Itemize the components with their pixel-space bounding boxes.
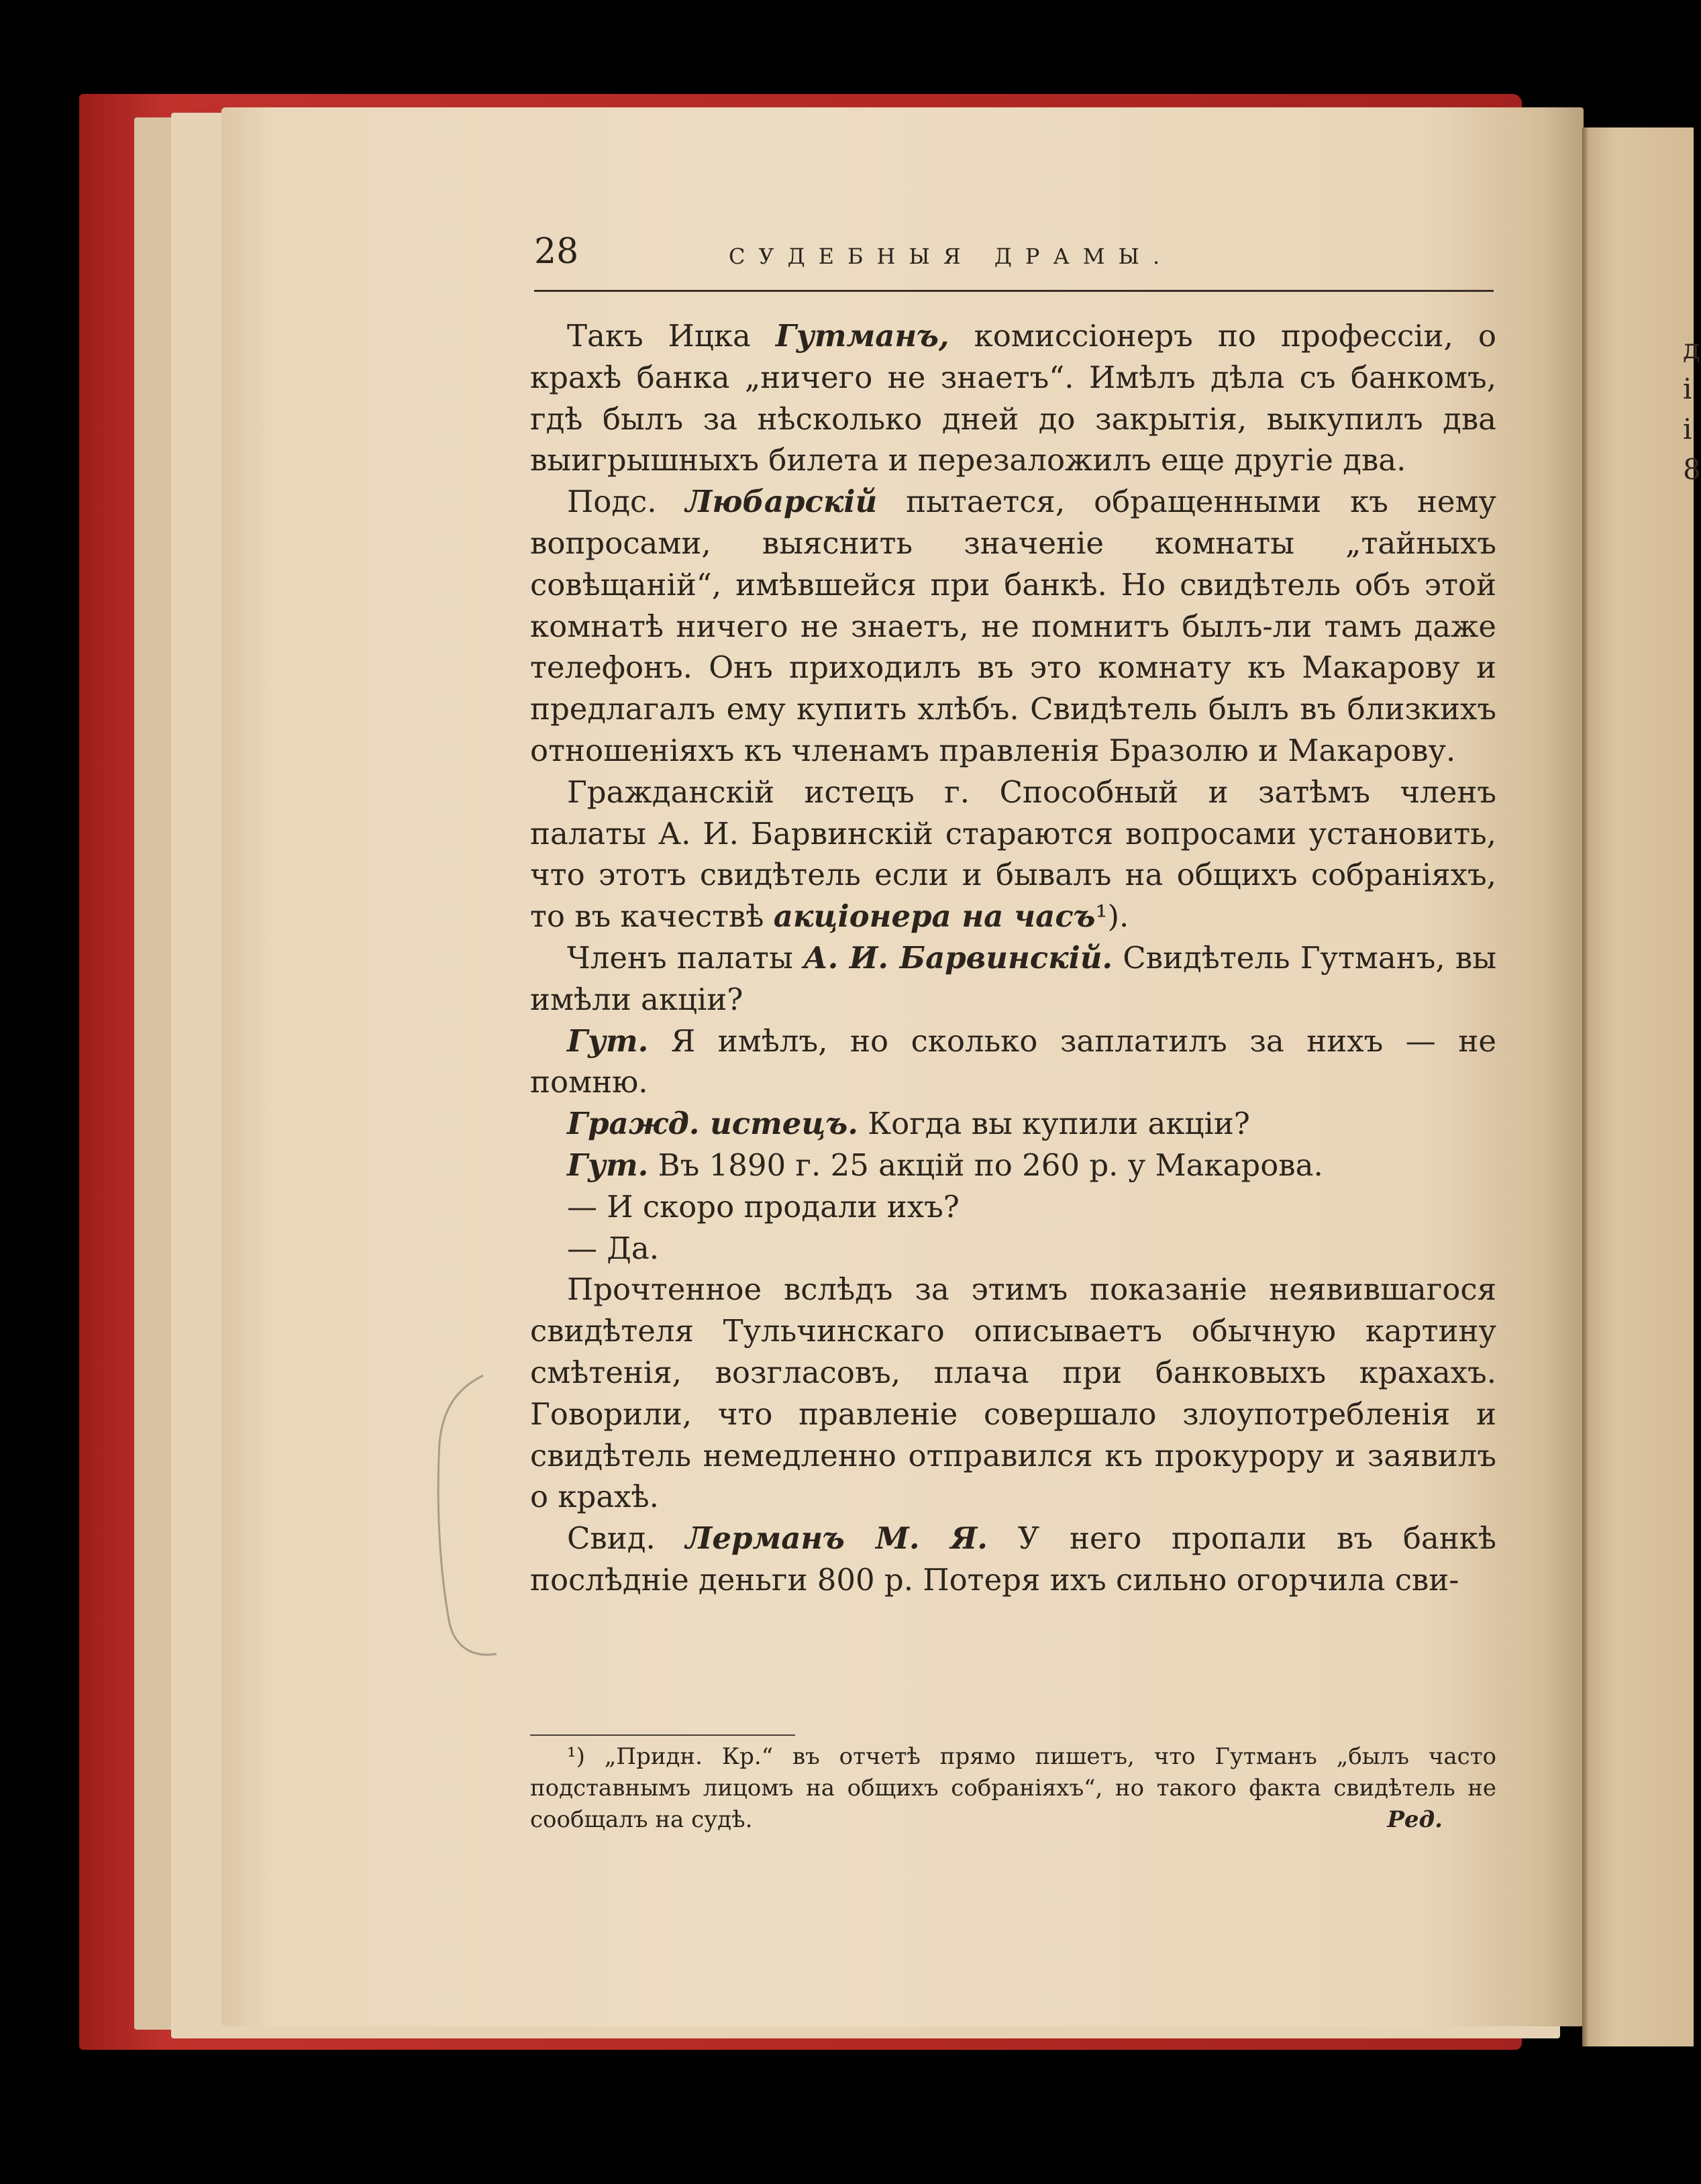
text-run: комиссіонеръ по профессіи, о крахѣ банка „ничего не знаетъ“. Имѣлъ дѣла съ банкомъ, гдѣ былъ за нѣсколько дней до закрытія, выкупилъ два выигрышныхъ билета и перезаложилъ еще другіе два. <box>530 318 1496 478</box>
text-run: — Да. <box>567 1230 660 1266</box>
paragraph <box>530 481 1496 772</box>
footnote-signature: Ред. <box>1387 1806 1443 1833</box>
italic-run: Лерманъ М. Я. <box>685 1520 988 1557</box>
paragraph <box>530 1269 1496 1518</box>
text-run: Гражданскій истецъ г. Способный и затѣмъ членъ палаты А. И. Барвинскій стараются вопросами установить, что этотъ свидѣтель если и бывалъ на общихъ собраніяхъ, то въ качествѣ <box>530 774 1496 935</box>
italic-run: Гут. <box>567 1023 649 1059</box>
paragraph <box>530 937 1496 1021</box>
footnote-rule <box>530 1734 795 1736</box>
running-title: СУДЕБНЫЯ ДРАМЫ. <box>729 244 1174 269</box>
pencil-margin-mark <box>403 1369 503 1664</box>
text-run: — И скоро продали ихъ? <box>567 1188 960 1225</box>
facing-page-edge <box>1582 127 1701 2046</box>
page-header <box>534 231 1494 292</box>
page-number: 28 <box>534 231 579 272</box>
facing-page-fragment: і <box>1683 413 1692 446</box>
text-run: Въ 1890 г. 25 акцій по 260 р. у Макарова. <box>648 1147 1323 1183</box>
italic-run: Гут. <box>567 1147 649 1183</box>
paragraph <box>530 1021 1496 1104</box>
facing-page-fragment: д <box>1683 332 1700 365</box>
paragraph <box>530 1518 1496 1601</box>
footnote-text: ¹) „Придн. Кр.“ въ отчетѣ прямо пишетъ, что Гутманъ „былъ часто подставнымъ лицомъ на общихъ собраніяхъ“, но такого факта свидѣтель не сообщалъ на судѣ. <box>530 1743 1496 1833</box>
paragraph <box>530 1103 1496 1145</box>
italic-run: Гутманъ, <box>775 318 949 354</box>
italic-run: акціонера на часъ <box>773 898 1096 935</box>
text-run: пытается, обращенными къ нему вопросами, выяснить значеніе комнаты „тайныхъ совѣщаній“, имѣвшейся при банкѣ. Но свидѣтель объ этой комнатѣ ничего не знаетъ, не помнитъ былъ-ли тамъ даже телефонъ. Онъ приходилъ въ это комнату къ Макарову и предлагалъ ему купить хлѣбъ. Свидѣтель былъ въ близкихъ отношеніяхъ къ членамъ правленія Бразолю и Макарову. <box>530 484 1496 768</box>
facing-page-fragment: 8 <box>1683 453 1701 486</box>
italic-run: Любарскій <box>685 484 878 520</box>
text-run: Свид. <box>567 1520 686 1557</box>
text-run: Свидѣтель Гутманъ, вы имѣли акціи? <box>530 939 1497 1017</box>
text-run: Я имѣлъ, но сколько заплатилъ за нихъ — не помню. <box>530 1023 1496 1100</box>
paragraph <box>530 1145 1496 1186</box>
footnote <box>530 1741 1496 1836</box>
paragraph <box>530 1228 1496 1269</box>
text-run: Членъ палаты <box>567 939 803 976</box>
italic-run: Гражд. истецъ. <box>567 1106 858 1142</box>
text-run: Подс. <box>567 484 686 520</box>
header-rule <box>534 290 1494 292</box>
paragraph <box>530 1186 1496 1228</box>
text-run: Прочтенное вслѣдъ за этимъ показаніе неявившагося свидѣтеля Тульчинскаго описываетъ обычную картину смѣтенія, возгласовъ, плача при банковыхъ крахахъ. Говорили, что правленіе совершало злоупотребленія и свидѣтель немедленно отправился къ прокурору и заявилъ о крахѣ. <box>530 1271 1496 1515</box>
facing-page-fragment: і <box>1683 372 1692 405</box>
body-text <box>530 315 1496 1601</box>
italic-run: А. И. Барвинскій. <box>803 939 1113 976</box>
paragraph <box>530 772 1496 937</box>
paragraph <box>530 315 1496 481</box>
text-run: ¹). <box>1095 898 1129 935</box>
text-run: Такъ Ицка <box>567 318 776 354</box>
text-run: У него пропали въ банкѣ послѣдніе деньги 800 р. Потеря ихъ сильно огорчила сви- <box>530 1520 1496 1598</box>
text-run: Когда вы купили акціи? <box>858 1106 1250 1142</box>
